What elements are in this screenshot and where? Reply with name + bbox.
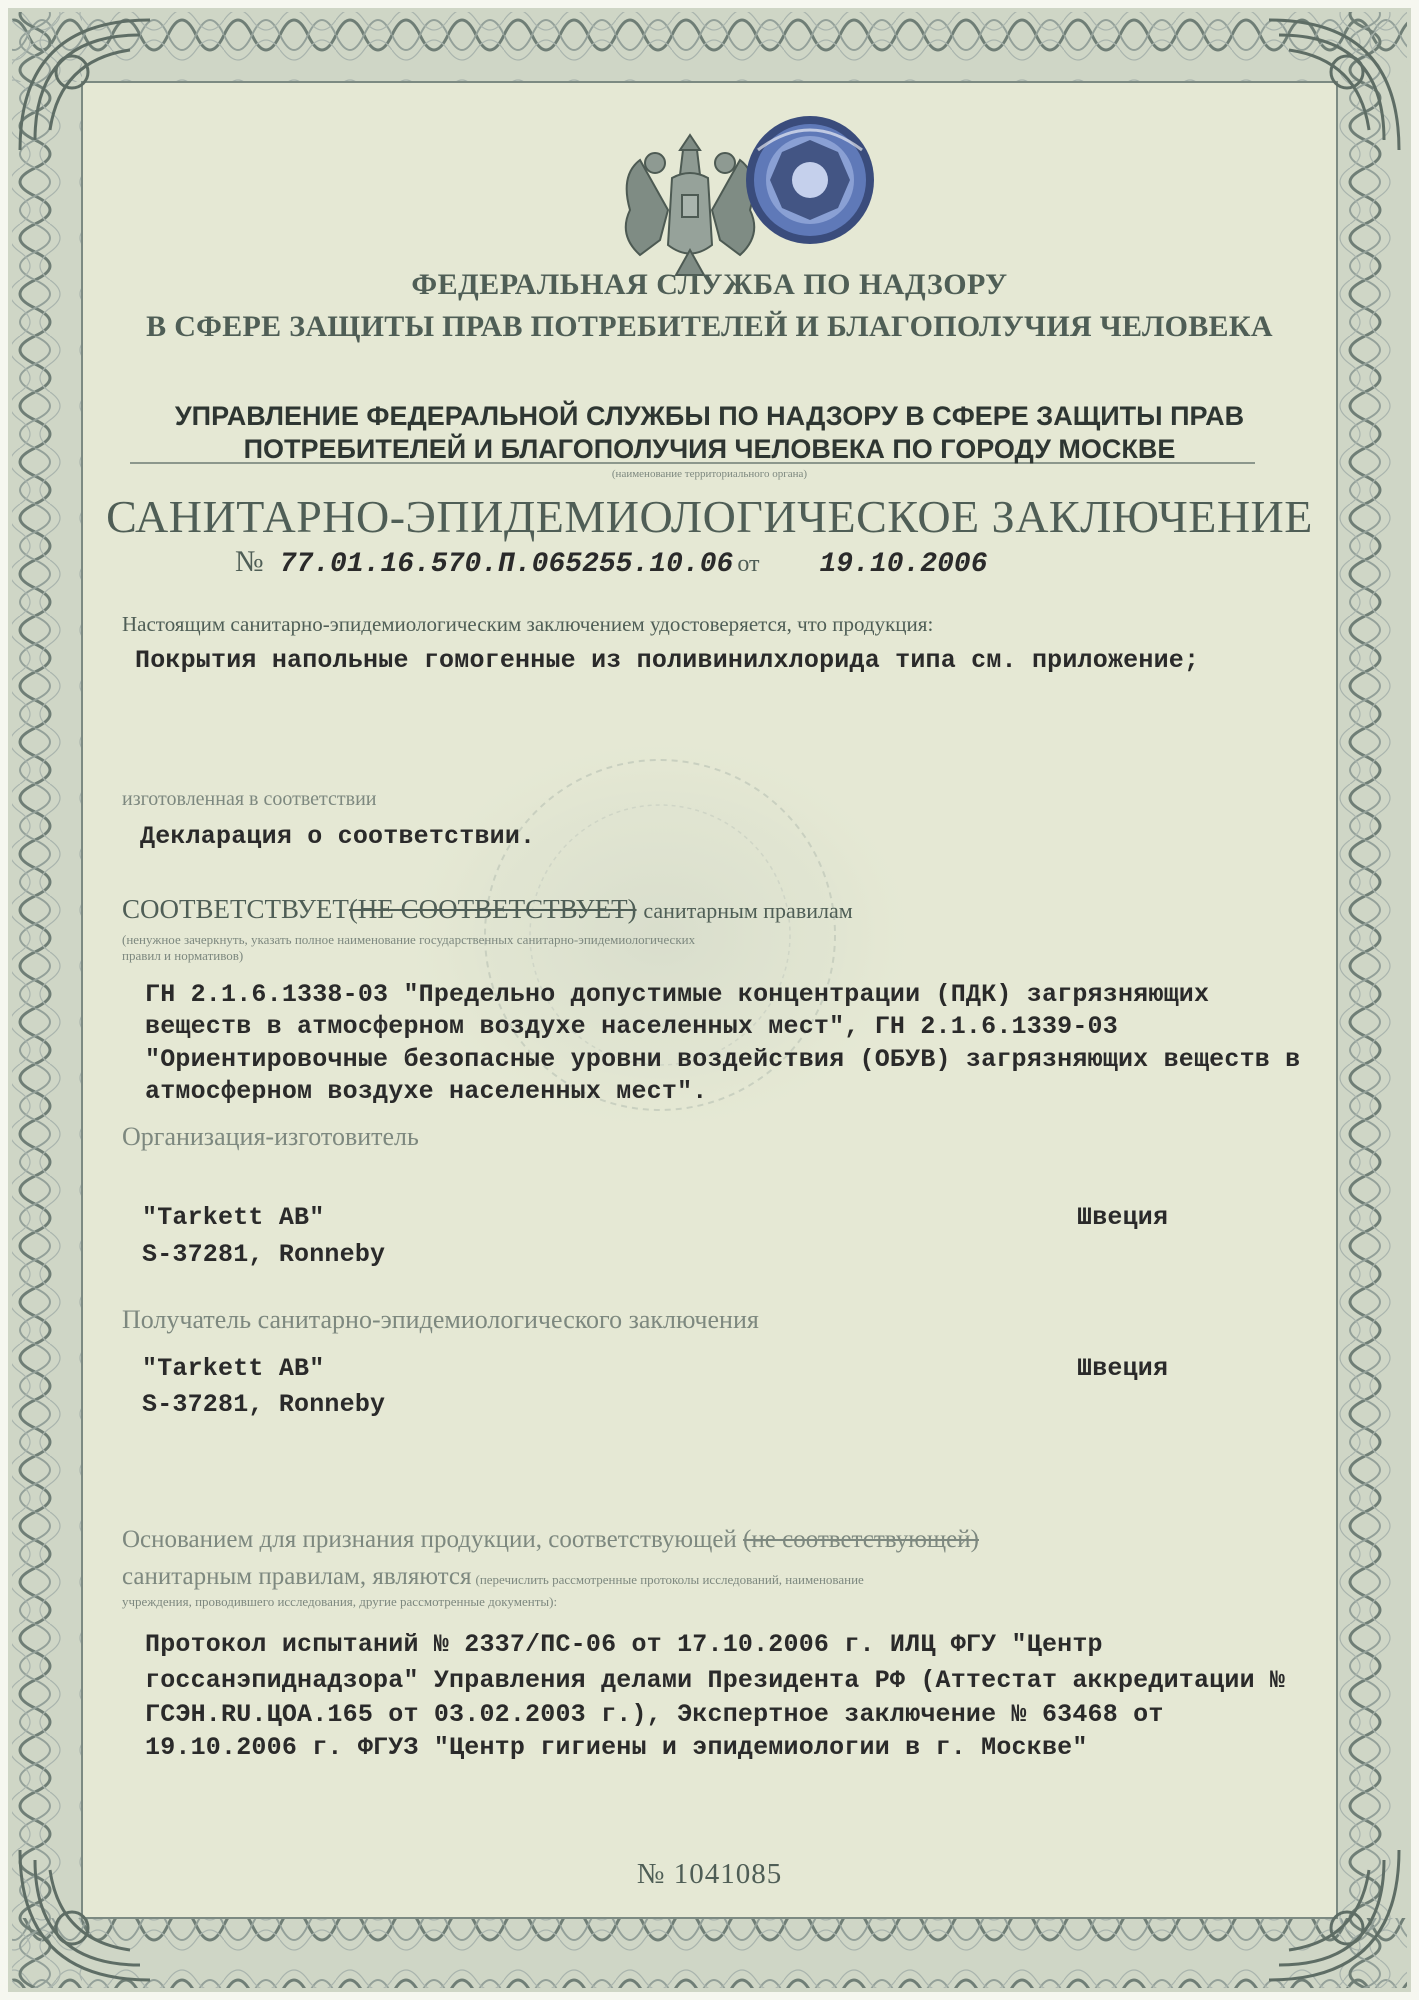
recipient-country: Швеция — [1077, 1354, 1169, 1383]
certificate-date: 19.10.2006 — [819, 549, 988, 580]
basis-label-struck: (не соответствующей) — [743, 1526, 979, 1553]
basis-label-part1: Основанием для признания продукции, соответствующей — [122, 1526, 737, 1553]
basis-label-line1 — [122, 1526, 979, 1554]
certificate-number-line — [235, 545, 988, 580]
recipient-address: S-37281, Ronneby — [142, 1390, 386, 1419]
certificate-number: 77.01.16.570.П.065255.10.06 — [279, 549, 734, 580]
from-label: от — [737, 551, 760, 577]
basis-note-inline: (перечислить рассмотренные протоколы исследований, наименование — [475, 1572, 864, 1587]
basis-line-2: госсанэпиднадзора" Управления делами Президента РФ (Аттестат аккредитации № — [145, 1666, 1286, 1695]
basis-label-part2: санитарным правилам, являются — [122, 1563, 472, 1590]
compliance-line — [122, 894, 853, 925]
agency-title-line2: В СФЕРЕ ЗАЩИТЫ ПРАВ ПОТРЕБИТЕЛЕЙ И БЛАГОПОЛУЧИЯ ЧЕЛОВЕКА — [146, 310, 1273, 343]
manufacturer-address: S-37281, Ronneby — [142, 1240, 386, 1269]
number-sign: № — [235, 545, 264, 578]
recipient-name: "Tarkett AB" — [142, 1354, 325, 1383]
made-per-label: изготовленная в соответствии — [122, 788, 377, 810]
product-value: Покрытия напольные гомогенные из поливинилхлорида типа см. приложение; — [135, 646, 1200, 675]
compliance-note-line1: (ненужное зачеркнуть, указать полное наименование государственных санитарно-эпидемиологических — [122, 932, 696, 947]
rules-line-2: веществ в атмосферном воздухе населенных мест", ГН 2.1.6.1339-03 — [145, 1012, 1118, 1041]
manufacturer-label: Организация-изготовитель — [122, 1122, 419, 1151]
rules-line-4: атмосферном воздухе населенных мест". — [145, 1077, 708, 1106]
basis-line-1: Протокол испытаний № 2337/ПС-06 от 17.10.2006 г. ИЛЦ ФГУ "Центр — [145, 1630, 1103, 1659]
basis-line-4: 19.10.2006 г. ФГУЗ "Центр гигиены и эпидемиологии в г. Москве" — [145, 1733, 1088, 1762]
compliance-struck: (НЕ СООТВЕТСТВУЕТ) — [348, 894, 637, 924]
product-label: Настоящим санитарно-эпидемиологическим заключением удостоверяется, что продукция: — [122, 612, 934, 636]
basis-label-line2 — [122, 1563, 864, 1591]
hologram-seal-icon — [746, 116, 874, 244]
form-serial-number: № 1041085 — [636, 1858, 783, 1890]
compliance-rest: санитарным правилам — [643, 898, 853, 923]
agency-title-line1: ФЕДЕРАЛЬНАЯ СЛУЖБА ПО НАДЗОРУ — [411, 268, 1008, 301]
department-line2: ПОТРЕБИТЕЛЕЙ И БЛАГОПОЛУЧИЯ ЧЕЛОВЕКА ПО ГОРОДУ МОСКВЕ — [243, 434, 1176, 464]
compliance-note-line2: правил и нормативов) — [122, 948, 244, 963]
department-line1: УПРАВЛЕНИЕ ФЕДЕРАЛЬНОЙ СЛУЖБЫ ПО НАДЗОРУ В СФЕРЕ ЗАЩИТЫ ПРАВ — [174, 401, 1245, 431]
manufacturer-country: Швеция — [1077, 1203, 1169, 1232]
made-per-value: Декларация о соответствии. — [140, 822, 536, 851]
rules-line-3: "Ориентировочные безопасные уровни воздействия (ОБУВ) загрязняющих веществ в — [145, 1045, 1301, 1074]
basis-line-3: ГСЭН.RU.ЦОА.165 от 03.02.2003 г.), Экспертное заключение № 63468 от — [145, 1700, 1164, 1729]
compliance-status: СООТВЕТСТВУЕТ — [122, 894, 349, 924]
rules-line-1: ГН 2.1.6.1338-03 "Предельно допустимые концентрации (ПДК) загрязняющих — [145, 980, 1210, 1009]
recipient-label: Получатель санитарно-эпидемиологического заключения — [122, 1305, 759, 1334]
department-caption: (наименование территориального органа) — [611, 468, 808, 480]
document-title: САНИТАРНО-ЭПИДЕМИОЛОГИЧЕСКОЕ ЗАКЛЮЧЕНИЕ — [106, 491, 1313, 542]
manufacturer-name: "Tarkett AB" — [142, 1203, 325, 1232]
basis-note-line2: учреждения, проводившего исследования, другие рассмотренные документы): — [122, 1594, 558, 1609]
